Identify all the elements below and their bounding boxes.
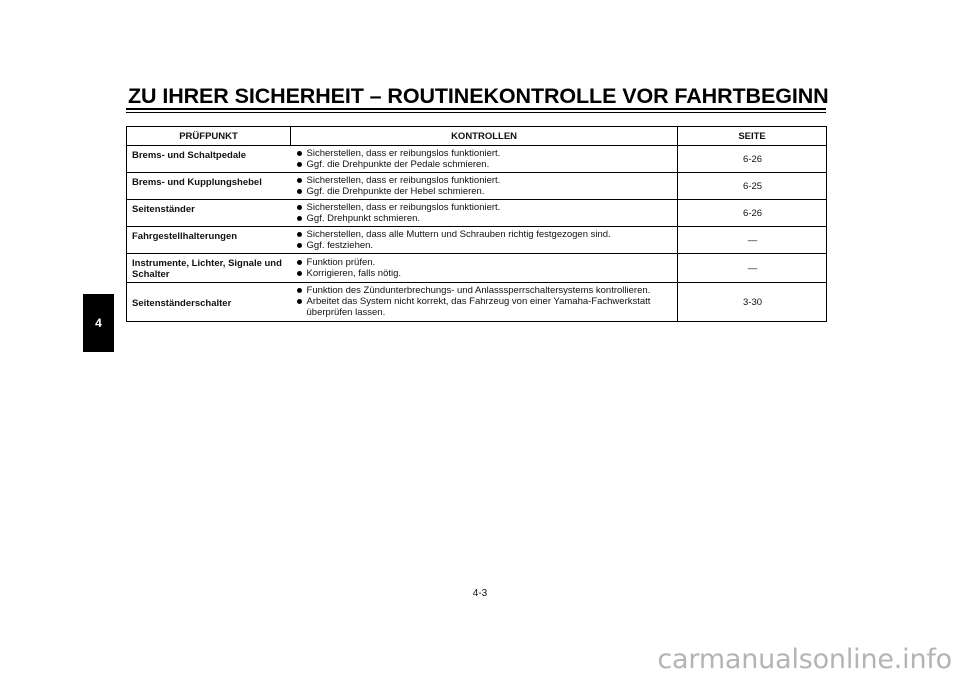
bullet-icon — [297, 243, 302, 248]
check-item: Sicherstellen, dass er reibungslos funktioniert. — [296, 202, 674, 213]
row-item: Brems- und Kupplungshebel — [127, 173, 291, 200]
row-page: 3-30 — [678, 283, 827, 322]
bullet-icon — [297, 216, 302, 221]
check-item: Ggf. Drehpunkt schmieren. — [296, 213, 674, 224]
row-checks — [291, 173, 678, 200]
check-item: Sicherstellen, dass alle Muttern und Schrauben richtig festgezogen sind. — [296, 229, 674, 240]
table-row — [127, 173, 827, 200]
row-page: 6-26 — [678, 146, 827, 173]
bullet-icon — [297, 299, 302, 304]
watermark: carmanualsonline.info — [657, 644, 952, 675]
row-checks — [291, 283, 678, 322]
table-row — [127, 283, 827, 322]
check-item: Sicherstellen, dass er reibungslos funktioniert. — [296, 148, 674, 159]
check-item: Arbeitet das System nicht korrekt, das Fahrzeug von einer Yamaha-Fachwerkstatt überprüfen lassen. — [296, 296, 674, 318]
bullet-icon — [297, 205, 302, 210]
table-row — [127, 227, 827, 254]
row-checks — [291, 200, 678, 227]
bullet-icon — [297, 260, 302, 265]
title-underline-thin — [126, 112, 826, 113]
row-page: 6-25 — [678, 173, 827, 200]
title-underline — [126, 108, 826, 110]
row-page: 6-26 — [678, 200, 827, 227]
row-page: — — [678, 227, 827, 254]
header-item: PRÜFPUNKT — [127, 127, 291, 146]
row-checks — [291, 254, 678, 283]
row-item: Fahrgestellhalterungen — [127, 227, 291, 254]
check-item: Ggf. festziehen. — [296, 240, 674, 251]
check-item: Korrigieren, falls nötig. — [296, 268, 674, 279]
checks-table — [126, 126, 827, 322]
row-item: Seitenständer — [127, 200, 291, 227]
bullet-icon — [297, 189, 302, 194]
table-row — [127, 200, 827, 227]
row-item: Brems- und Schaltpedale — [127, 146, 291, 173]
check-item: Funktion prüfen. — [296, 257, 674, 268]
header-checks: KONTROLLEN — [291, 127, 678, 146]
row-page: — — [678, 254, 827, 283]
check-item: Funktion des Zündunterbrechungs- und Anlasssperrschaltersystems kontrollieren. — [296, 285, 674, 296]
bullet-icon — [297, 232, 302, 237]
row-checks — [291, 146, 678, 173]
row-item: Instrumente, Lichter, Signale und Schalter — [127, 254, 291, 283]
bullet-icon — [297, 271, 302, 276]
chapter-tab: 4 — [83, 294, 114, 352]
check-item: Ggf. die Drehpunkte der Pedale schmieren. — [296, 159, 674, 170]
table-row — [127, 254, 827, 283]
bullet-icon — [297, 151, 302, 156]
bullet-icon — [297, 288, 302, 293]
row-checks — [291, 227, 678, 254]
bullet-icon — [297, 178, 302, 183]
page-number: 4-3 — [472, 588, 488, 599]
table-row — [127, 146, 827, 173]
table-header-row — [127, 127, 827, 146]
check-item: Ggf. die Drehpunkte der Hebel schmieren. — [296, 186, 674, 197]
row-item: Seitenständerschalter — [127, 283, 291, 322]
header-page: SEITE — [678, 127, 827, 146]
page-title: ZU IHRER SICHERHEIT – ROUTINEKONTROLLE VOR FAHRTBEGINN — [128, 84, 829, 108]
check-item: Sicherstellen, dass er reibungslos funktioniert. — [296, 175, 674, 186]
bullet-icon — [297, 162, 302, 167]
